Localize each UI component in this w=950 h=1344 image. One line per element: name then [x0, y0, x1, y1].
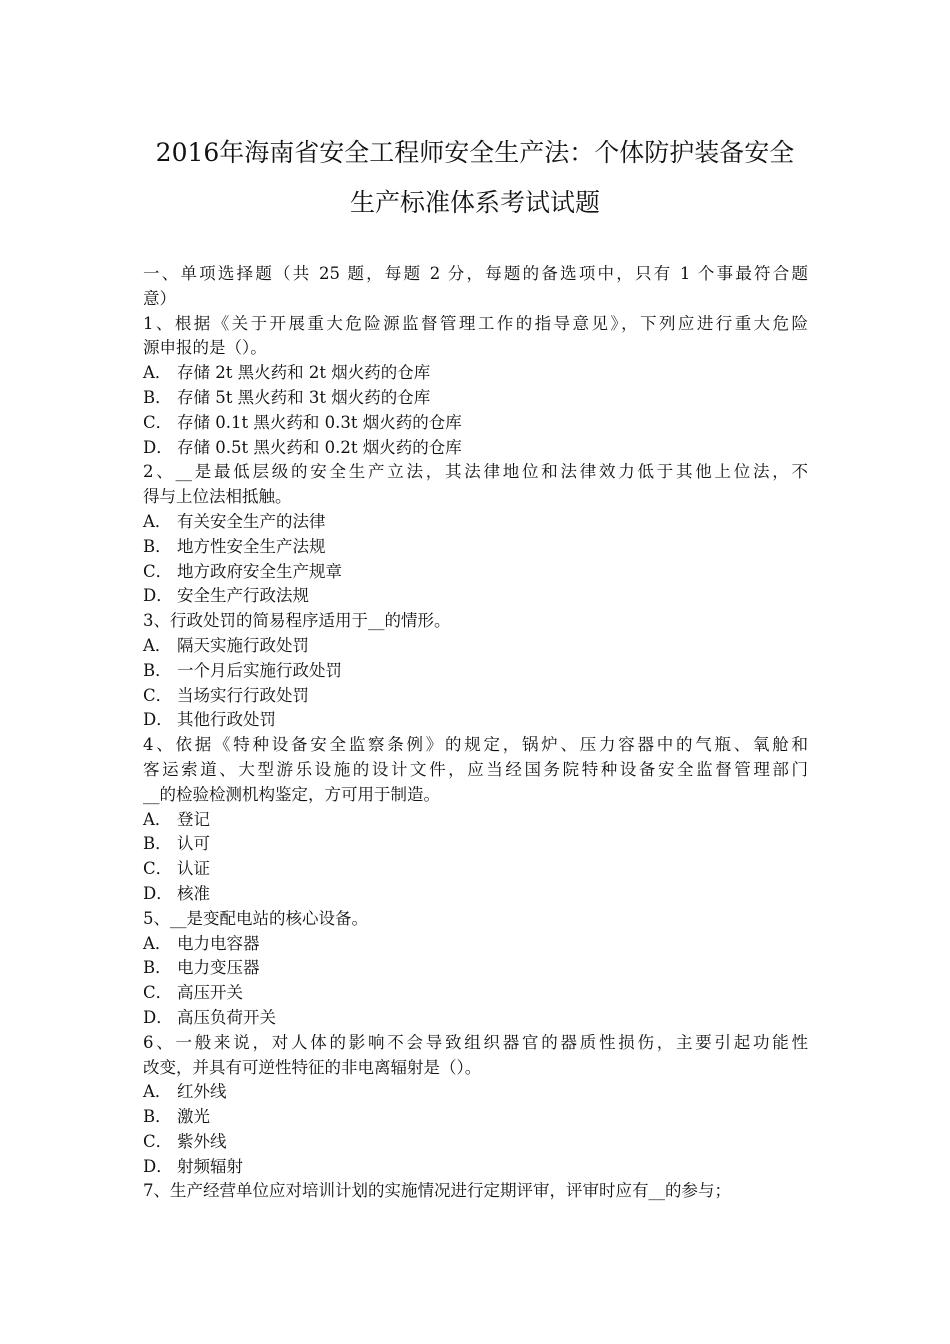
- option-letter: B．: [143, 958, 172, 978]
- answer-option: [143, 659, 808, 684]
- section-heading: 一、单项选择题（共 25 题，每题 2 分，每题的备选项中，只有 1 个事最符合题: [143, 264, 808, 283]
- question-stem-line: 源申报的是（）。: [143, 338, 267, 358]
- option-letter: B．: [143, 1107, 172, 1127]
- question-6: [143, 1031, 808, 1180]
- option-letter: A．: [143, 933, 172, 953]
- option-letter: C．: [143, 859, 173, 879]
- answer-option: [143, 981, 808, 1006]
- answer-option: [143, 535, 808, 560]
- question-stem-line: 改变，并具有可逆性特征的非电离辐射是（）。: [143, 1057, 482, 1077]
- question-7: [143, 1179, 808, 1204]
- answer-option: [143, 436, 808, 461]
- answer-option: [143, 560, 808, 585]
- option-letter: C．: [143, 1131, 173, 1151]
- question-stem-line: 4、依据《特种设备安全监察条例》的规定，锅炉、压力容器中的气瓶、氧舱和: [143, 735, 808, 755]
- option-text: 红外线: [177, 1082, 227, 1102]
- option-text: 地方性安全生产法规: [177, 536, 326, 556]
- answer-option: [143, 956, 808, 981]
- option-letter: C．: [143, 561, 173, 581]
- question-stem-line: 得与上位法相抵触。: [143, 487, 292, 507]
- answer-option: [143, 634, 808, 659]
- answer-option: [143, 1105, 808, 1130]
- option-text: 当场实行行政处罚: [177, 685, 309, 705]
- document-body: [143, 262, 808, 1204]
- option-text: 认证: [177, 859, 210, 879]
- option-letter: B．: [143, 660, 172, 680]
- option-text: 电力电容器: [177, 933, 260, 953]
- answer-option: [143, 411, 808, 436]
- option-letter: A．: [143, 511, 172, 531]
- answer-option: [143, 832, 808, 857]
- option-letter: D．: [143, 586, 173, 606]
- option-letter: D．: [143, 710, 173, 730]
- question-stem-line: 5、__是变配电站的核心设备。: [143, 908, 368, 928]
- option-letter: C．: [143, 983, 173, 1003]
- option-letter: B．: [143, 834, 172, 854]
- question-5: [143, 907, 808, 1031]
- answer-option: [143, 1080, 808, 1105]
- question-3: [143, 609, 808, 733]
- option-text: 存储 5t 黑火药和 3t 烟火药的仓库: [177, 387, 431, 407]
- answer-option: [143, 708, 808, 733]
- option-letter: D．: [143, 1156, 173, 1176]
- option-text: 登记: [177, 809, 210, 829]
- question-stem-line: 2、__是最低层级的安全生产立法，其法律地位和法律效力低于其他上位法，不: [143, 462, 808, 482]
- option-letter: C．: [143, 685, 173, 705]
- option-text: 认可: [177, 834, 210, 854]
- option-text: 隔天实施行政处罚: [177, 635, 309, 655]
- option-text: 安全生产行政法规: [177, 586, 309, 606]
- option-text: 电力变压器: [177, 958, 260, 978]
- option-letter: A．: [143, 809, 172, 829]
- option-text: 高压负荷开关: [177, 1007, 276, 1027]
- option-letter: D．: [143, 1007, 173, 1027]
- option-text: 存储 0.1t 黑火药和 0.3t 烟火药的仓库: [177, 412, 462, 432]
- question-1: [143, 312, 808, 461]
- question-stem-line: 客运索道、大型游乐设施的设计文件，应当经国务院特种设备安全监督管理部门: [143, 759, 808, 779]
- option-letter: D．: [143, 883, 173, 903]
- answer-option: [143, 386, 808, 411]
- section-heading-continued: 意）: [143, 288, 176, 308]
- option-letter: B．: [143, 387, 172, 407]
- answer-option: [143, 882, 808, 907]
- answer-option: [143, 510, 808, 535]
- answer-option: [143, 584, 808, 609]
- question-stem-line: 6、一般来说，对人体的影响不会导致组织器官的器质性损伤，主要引起功能性: [143, 1032, 808, 1052]
- option-text: 其他行政处罚: [177, 710, 276, 730]
- document-title-line-1: 2016年海南省安全工程师安全生产法：个体防护装备安全: [155, 138, 795, 167]
- option-letter: B．: [143, 536, 172, 556]
- option-text: 一个月后实施行政处罚: [177, 660, 342, 680]
- option-text: 核准: [177, 883, 210, 903]
- option-text: 高压开关: [177, 983, 243, 1003]
- question-2: [143, 460, 808, 609]
- option-letter: A．: [143, 1082, 172, 1102]
- question-stem-line: 7、生产经营单位应对培训计划的实施情况进行定期评审，评审时应有__的参与；: [143, 1181, 731, 1201]
- question-list: [143, 312, 808, 1205]
- question-4: [143, 733, 808, 907]
- option-text: 激光: [177, 1107, 210, 1127]
- question-stem-line: 1、根据《关于开展重大危险源监督管理工作的指导意见》，下列应进行重大危险: [143, 313, 808, 333]
- option-letter: D．: [143, 437, 173, 457]
- answer-option: [143, 1130, 808, 1155]
- answer-option: [143, 808, 808, 833]
- option-text: 地方政府安全生产规章: [177, 561, 342, 581]
- option-letter: A．: [143, 635, 172, 655]
- answer-option: [143, 361, 808, 386]
- option-letter: A．: [143, 363, 172, 383]
- document-title-line-2: 生产标准体系考试试题: [349, 188, 600, 217]
- question-stem-line: __的检验检测机构鉴定，方可用于制造。: [143, 784, 440, 804]
- option-text: 有关安全生产的法律: [177, 511, 326, 531]
- answer-option: [143, 1155, 808, 1180]
- answer-option: [143, 857, 808, 882]
- question-stem-line: 3、行政处罚的简易程序适用于__的情形。: [143, 611, 451, 631]
- answer-option: [143, 1006, 808, 1031]
- answer-option: [143, 932, 808, 957]
- option-text: 存储 2t 黑火药和 2t 烟火药的仓库: [177, 363, 431, 383]
- option-text: 存储 0.5t 黑火药和 0.2t 烟火药的仓库: [177, 437, 462, 457]
- answer-option: [143, 684, 808, 709]
- option-text: 射频辐射: [177, 1156, 243, 1176]
- option-letter: C．: [143, 412, 173, 432]
- option-text: 紫外线: [177, 1131, 227, 1151]
